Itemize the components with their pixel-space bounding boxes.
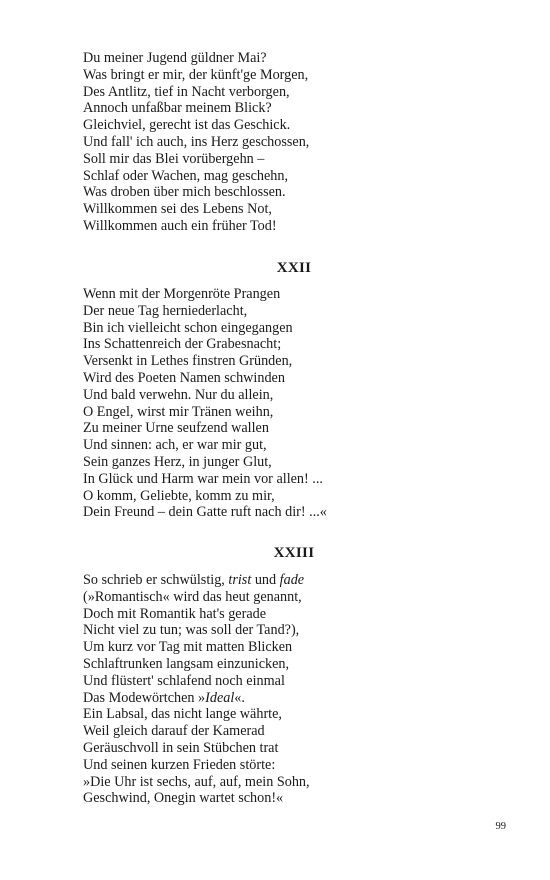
verse-line: Sein ganzes Herz, in junger Glut, (83, 453, 272, 470)
verse-text: So schrieb er schwülstig, (83, 572, 229, 588)
verse-line: Nicht viel zu tun; was soll der Tand?), (83, 622, 300, 639)
verse-line: Annoch unfaßbar meinem Blick? (83, 100, 272, 117)
verse-line: Geräuschvoll in sein Stübchen trat (83, 739, 279, 756)
verse-line: O Engel, wirst mir Tränen weihn, (83, 403, 274, 420)
verse-line: Doch mit Romantik hat's gerade (83, 605, 267, 622)
verse-line: Du meiner Jugend güldner Mai? (83, 50, 267, 66)
verse-line: Des Antlitz, tief in Nacht verborgen, (83, 83, 290, 100)
italic-word: Ideal (205, 689, 235, 706)
verse-line: Dein Freund – dein Gatte ruft nach dir! ...« (83, 504, 327, 521)
verse-line: Geschwind, Onegin wartet schon!« (83, 790, 284, 807)
section-heading-xxii: XXII (276, 260, 312, 276)
verse-line: Wird des Poeten Namen schwinden (83, 369, 285, 386)
verse-line: Und sinnen: ach, er war mir gut, (83, 437, 267, 454)
verse-line: Willkommen sei des Lebens Not, (83, 201, 272, 218)
verse-line: »Die Uhr ist sechs, auf, auf, mein Sohn, (83, 773, 310, 790)
verse-line: Und seinen kurzen Frieden störte: (83, 756, 276, 773)
verse-line: Bin ich vielleicht schon eingegangen (83, 319, 293, 336)
verse-line: Soll mir das Blei vorübergehn – (83, 150, 265, 167)
verse-line: In Glück und Harm war mein vor allen! ... (83, 470, 323, 487)
page-number: 99 (495, 821, 506, 832)
verse-text: und (251, 572, 280, 588)
verse-line: (»Romantisch« wird das heut genannt, (83, 588, 302, 605)
verse-line: Der neue Tag herniederlacht, (83, 302, 248, 319)
verse-line: Zu meiner Urne seufzend wallen (83, 420, 269, 437)
verse-line: Und fall' ich auch, ins Herz geschossen, (83, 133, 310, 150)
verse-line: Und flüstert' schlafend noch einmal (83, 672, 285, 689)
italic-word: trist (228, 572, 252, 588)
verse-line: Und bald verwehn. Nur du allein, (83, 386, 274, 403)
verse-line: Um kurz vor Tag mit matten Blicken (83, 639, 293, 656)
stanza-xxiii (83, 572, 503, 807)
verse-line: Wenn mit der Morgenröte Prangen (83, 286, 281, 302)
verse-line: Was droben über mich beschlossen. (83, 184, 286, 201)
italic-word: fade (279, 572, 305, 588)
verse-text: Das Modewörtchen » (83, 689, 206, 706)
verse-line (83, 572, 503, 589)
verse-line: Gleichviel, gerecht ist das Geschick. (83, 117, 291, 134)
verse-text: «. (234, 689, 245, 706)
stanza-xxii (83, 286, 503, 521)
verse-line: O komm, Geliebte, komm zu mir, (83, 487, 275, 504)
verse-line: Ein Labsal, das nicht lange währte, (83, 706, 282, 723)
verse-line (83, 690, 503, 707)
verse-line: Weil gleich darauf der Kamerad (83, 723, 265, 740)
verse-line: Was bringt er mir, der künft'ge Morgen, (83, 66, 309, 83)
verse-line: Willkommen auch ein früher Tod! (83, 217, 277, 234)
stanza-top (83, 50, 503, 235)
verse-line: Versenkt in Lethes finstren Gründen, (83, 353, 293, 370)
section-heading-xxiii: XXIII (273, 545, 315, 561)
verse-line: Schlaftrunken langsam einzunicken, (83, 655, 290, 672)
verse-line: Ins Schattenreich der Grabesnacht; (83, 336, 282, 353)
verse-line: Schlaf oder Wachen, mag geschehn, (83, 167, 289, 184)
